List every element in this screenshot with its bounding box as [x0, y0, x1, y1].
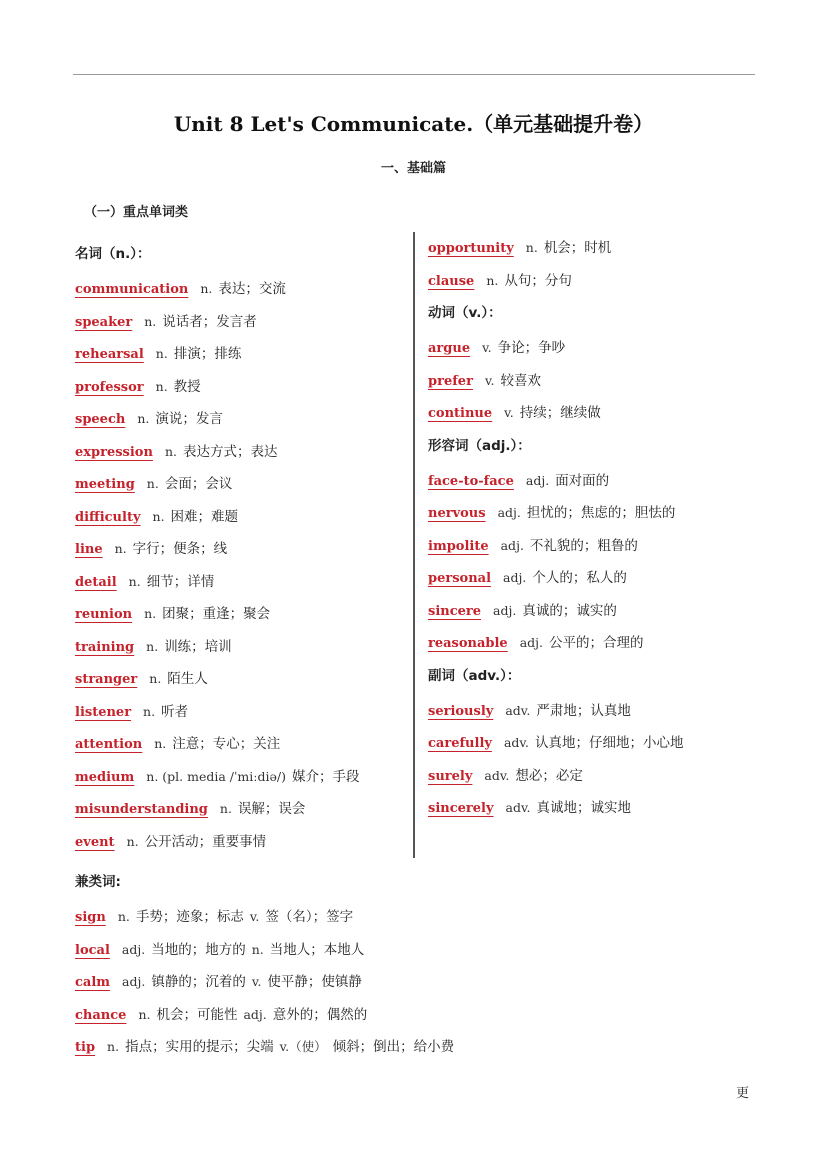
- vocab-entry: [75, 971, 575, 1004]
- vocab-word: training: [75, 639, 135, 655]
- part-of-speech: n.: [126, 833, 139, 849]
- definition: 持续；继续做: [519, 405, 601, 421]
- part-of-speech: n.: [146, 476, 159, 491]
- definition: 表达；交流: [218, 281, 286, 297]
- part-of-speech: n.: [164, 443, 177, 459]
- vocab-entry: [428, 370, 758, 403]
- vocab-word: attention: [75, 737, 143, 752]
- definition: 指点；实用的提示；尖端: [125, 1039, 274, 1055]
- vocab-entry: [75, 906, 575, 939]
- definition: 表达方式；表达: [182, 443, 278, 460]
- definition: 机会；可能性: [156, 1006, 238, 1023]
- part-of-speech: adj.: [519, 635, 544, 650]
- vocab-entry: [75, 278, 405, 311]
- vocab-entry: [428, 797, 758, 830]
- definition: 注意；专心；关注: [172, 736, 281, 752]
- part-of-speech-secondary: v.（使）: [279, 1039, 327, 1054]
- definition: 公平的；合理的: [549, 635, 644, 651]
- verb-list: [428, 337, 758, 435]
- vocab-word: professor: [75, 379, 144, 395]
- definition: 媒介；手段: [291, 768, 360, 785]
- part-of-speech: n.: [144, 606, 157, 621]
- vocab-word: communication: [75, 282, 189, 297]
- part-of-speech: n.: [114, 541, 127, 556]
- vocab-entry: [428, 732, 758, 765]
- vocab-word: surely: [428, 768, 473, 784]
- vocab-entry: [428, 270, 758, 303]
- part-of-speech: adv.: [505, 702, 531, 718]
- vocab-entry: [75, 473, 405, 506]
- definition: 会面；会议: [164, 476, 233, 492]
- definition-secondary: 使平静；使镇静: [267, 974, 362, 990]
- part-of-speech: n.: [155, 346, 168, 361]
- part-of-speech-secondary: adj.: [243, 1006, 267, 1022]
- vocab-entry: [428, 337, 758, 370]
- part-of-speech-secondary: v.: [249, 909, 260, 924]
- definition: 教授: [173, 378, 201, 395]
- right-column: [428, 237, 758, 830]
- left-column: [75, 243, 405, 863]
- definition: 公开活动；重要事情: [144, 833, 267, 850]
- subsection-heading: （一）重点单词类: [84, 205, 189, 220]
- vocab-word: clause: [428, 273, 475, 289]
- vocab-entry: [428, 470, 758, 503]
- definition: 团聚；重逢；聚会: [162, 606, 271, 622]
- adverb-list: [428, 700, 758, 830]
- definition: 较喜欢: [500, 372, 541, 389]
- vocab-entry: [428, 600, 758, 633]
- part-of-speech: adj.: [122, 974, 146, 989]
- part-of-speech: v.: [504, 405, 514, 420]
- document-title: Unit 8 Let's Communicate.（单元基础提升卷）: [173, 112, 654, 136]
- part-of-speech: n.: [486, 272, 499, 288]
- vocab-word: seriously: [428, 703, 494, 719]
- vocab-entry: [75, 798, 405, 831]
- noun-list: [75, 278, 405, 863]
- part-of-speech: n.: [144, 313, 157, 329]
- vocab-word: difficulty: [75, 509, 141, 525]
- vocab-entry: [75, 408, 405, 441]
- vocab-entry: [75, 733, 405, 766]
- vocab-word: event: [75, 834, 115, 850]
- definition: 演说；发言: [155, 411, 223, 427]
- definition: 排演；排练: [173, 346, 242, 362]
- part-of-speech: n.: [146, 638, 159, 654]
- definition-secondary: 签（名）；签字: [265, 909, 354, 925]
- vocab-word: speaker: [75, 314, 133, 330]
- vocab-word: argue: [428, 341, 471, 356]
- vocab-entry: [75, 506, 405, 539]
- vocab-word: impolite: [428, 538, 489, 554]
- multi-class-heading: 兼类词:: [75, 874, 121, 890]
- vocab-word: face-to-face: [428, 473, 514, 489]
- part-of-speech: adj.: [500, 537, 524, 553]
- vocab-word: chance: [75, 1007, 127, 1023]
- adjective-category-heading: 形容词（adj.）：: [428, 437, 531, 454]
- noun-category-heading: 名词（n.）：: [75, 246, 151, 262]
- part-of-speech: n.: [107, 1039, 120, 1054]
- vocab-word: personal: [428, 571, 492, 586]
- vocab-word: reunion: [75, 607, 133, 622]
- vocab-entry: [75, 1036, 575, 1069]
- vocab-entry: [75, 701, 405, 734]
- part-of-speech: n.: [143, 703, 156, 719]
- vocab-entry: [75, 538, 405, 571]
- part-of-speech: adj.: [121, 941, 146, 957]
- section-heading: 一、基础篇: [380, 161, 446, 176]
- part-of-speech: n.: [137, 411, 150, 426]
- vocab-word: continue: [428, 406, 493, 421]
- vocab-entry: [428, 567, 758, 600]
- vocab-entry: [75, 343, 405, 376]
- part-of-speech: n.: [525, 240, 538, 255]
- part-of-speech: n.: [117, 909, 130, 924]
- part-of-speech-secondary: v.: [251, 974, 262, 989]
- definition: 严肃地；认真地: [536, 702, 631, 719]
- part-of-speech-secondary: n.: [251, 941, 264, 957]
- vocab-entry: [75, 376, 405, 409]
- definition: 训练；培训: [164, 638, 232, 655]
- vocab-word: local: [75, 942, 110, 958]
- definition: 担忧的；焦虑的；胆怯的: [526, 505, 676, 521]
- part-of-speech: n.: [155, 378, 168, 394]
- vocab-word: stranger: [75, 672, 138, 687]
- part-of-speech: n. (pl. media /ˈmiːdiə/): [146, 768, 286, 784]
- vocab-entry: [428, 502, 758, 535]
- definition: 手势；迹象；标志: [135, 909, 244, 925]
- vocab-entry: [428, 402, 758, 435]
- definition: 想必；必定: [515, 767, 583, 784]
- vocab-word: speech: [75, 412, 126, 427]
- part-of-speech: n.: [138, 1006, 151, 1022]
- vocab-word: prefer: [428, 373, 473, 389]
- definition: 真诚的；诚实的: [522, 602, 617, 619]
- part-of-speech: adv.: [505, 800, 531, 815]
- part-of-speech: n.: [200, 281, 213, 296]
- vocab-entry: [75, 831, 405, 864]
- definition: 困难；难题: [170, 508, 239, 525]
- vocab-entry: [75, 1004, 575, 1037]
- vocab-entry: [75, 766, 405, 799]
- vocab-word: opportunity: [428, 241, 514, 256]
- definition: 细节；详情: [146, 573, 215, 590]
- vocab-word: carefully: [428, 736, 492, 751]
- vocab-entry: [428, 700, 758, 733]
- vocab-word: tip: [75, 1040, 96, 1055]
- part-of-speech: adj.: [493, 602, 517, 618]
- adjective-list: [428, 470, 758, 665]
- multi-class-list: [75, 906, 575, 1069]
- definition: 机会；时机: [543, 240, 612, 256]
- verb-category-heading: 动词（v.）：: [428, 305, 502, 321]
- vocab-entry: [75, 441, 405, 474]
- definition: 争论；争吵: [497, 340, 566, 356]
- part-of-speech: n.: [219, 801, 232, 816]
- vocab-entry: [75, 636, 405, 669]
- vocab-word: meeting: [75, 477, 135, 492]
- part-of-speech: v.: [482, 340, 492, 355]
- right-noun-list: [428, 237, 758, 302]
- part-of-speech: v.: [484, 372, 495, 388]
- part-of-speech: n.: [154, 736, 167, 751]
- vocab-entry: [428, 535, 758, 568]
- page-mark: 更: [736, 1086, 750, 1101]
- multi-class-section: [75, 871, 575, 1069]
- definition: 认真地；仔细地；小心地: [534, 735, 684, 751]
- vocab-word: sign: [75, 910, 106, 925]
- part-of-speech: adj.: [503, 570, 527, 585]
- part-of-speech: adj.: [525, 472, 550, 488]
- definition: 面对面的: [555, 472, 610, 489]
- vocab-word: nervous: [428, 506, 486, 521]
- definition: 陌生人: [167, 671, 208, 687]
- definition: 不礼貌的；粗鲁的: [529, 537, 638, 554]
- definition: 个人的；私人的: [532, 570, 627, 586]
- vocab-word: line: [75, 542, 103, 557]
- column-divider: [413, 232, 415, 858]
- definition: 听者: [161, 703, 189, 720]
- vocab-entry: [428, 765, 758, 798]
- part-of-speech: n.: [152, 508, 165, 524]
- definition-secondary: 倾斜；倒出；给小费: [332, 1039, 455, 1055]
- vocab-word: listener: [75, 704, 132, 720]
- definition: 说话者；发言者: [162, 313, 257, 330]
- definition: 镇静的；沉着的: [151, 974, 246, 990]
- vocab-word: calm: [75, 975, 111, 990]
- vocab-entry: [75, 311, 405, 344]
- vocab-entry: [428, 237, 758, 270]
- definition: 真诚地；诚实地: [536, 800, 632, 816]
- vocab-word: sincerely: [428, 801, 494, 816]
- vocab-entry: [75, 571, 405, 604]
- header-rule: [73, 74, 755, 75]
- adverb-category-heading: 副词（adv.）：: [428, 667, 521, 684]
- definition: 字行；便条；线: [132, 541, 228, 557]
- part-of-speech: adv.: [503, 735, 529, 750]
- vocab-word: detail: [75, 574, 117, 590]
- vocab-entry: [75, 939, 575, 972]
- vocab-entry: [428, 632, 758, 665]
- vocab-word: reasonable: [428, 636, 508, 651]
- part-of-speech: n.: [128, 573, 141, 589]
- vocab-word: sincere: [428, 603, 482, 619]
- vocab-word: medium: [75, 769, 135, 785]
- vocab-word: rehearsal: [75, 347, 144, 362]
- definition: 当地的；地方的: [151, 941, 246, 958]
- part-of-speech: n.: [149, 671, 162, 686]
- definition-secondary: 意外的；偶然的: [272, 1006, 368, 1023]
- definition-secondary: 当地人；本地人: [269, 941, 365, 958]
- vocab-word: expression: [75, 444, 153, 460]
- vocab-entry: [75, 668, 405, 701]
- part-of-speech: adv.: [484, 767, 510, 783]
- definition: 误解；误会: [237, 801, 306, 817]
- vocab-entry: [75, 603, 405, 636]
- vocab-word: misunderstanding: [75, 802, 208, 817]
- part-of-speech: adj.: [497, 505, 521, 520]
- definition: 从句；分句: [504, 272, 572, 289]
